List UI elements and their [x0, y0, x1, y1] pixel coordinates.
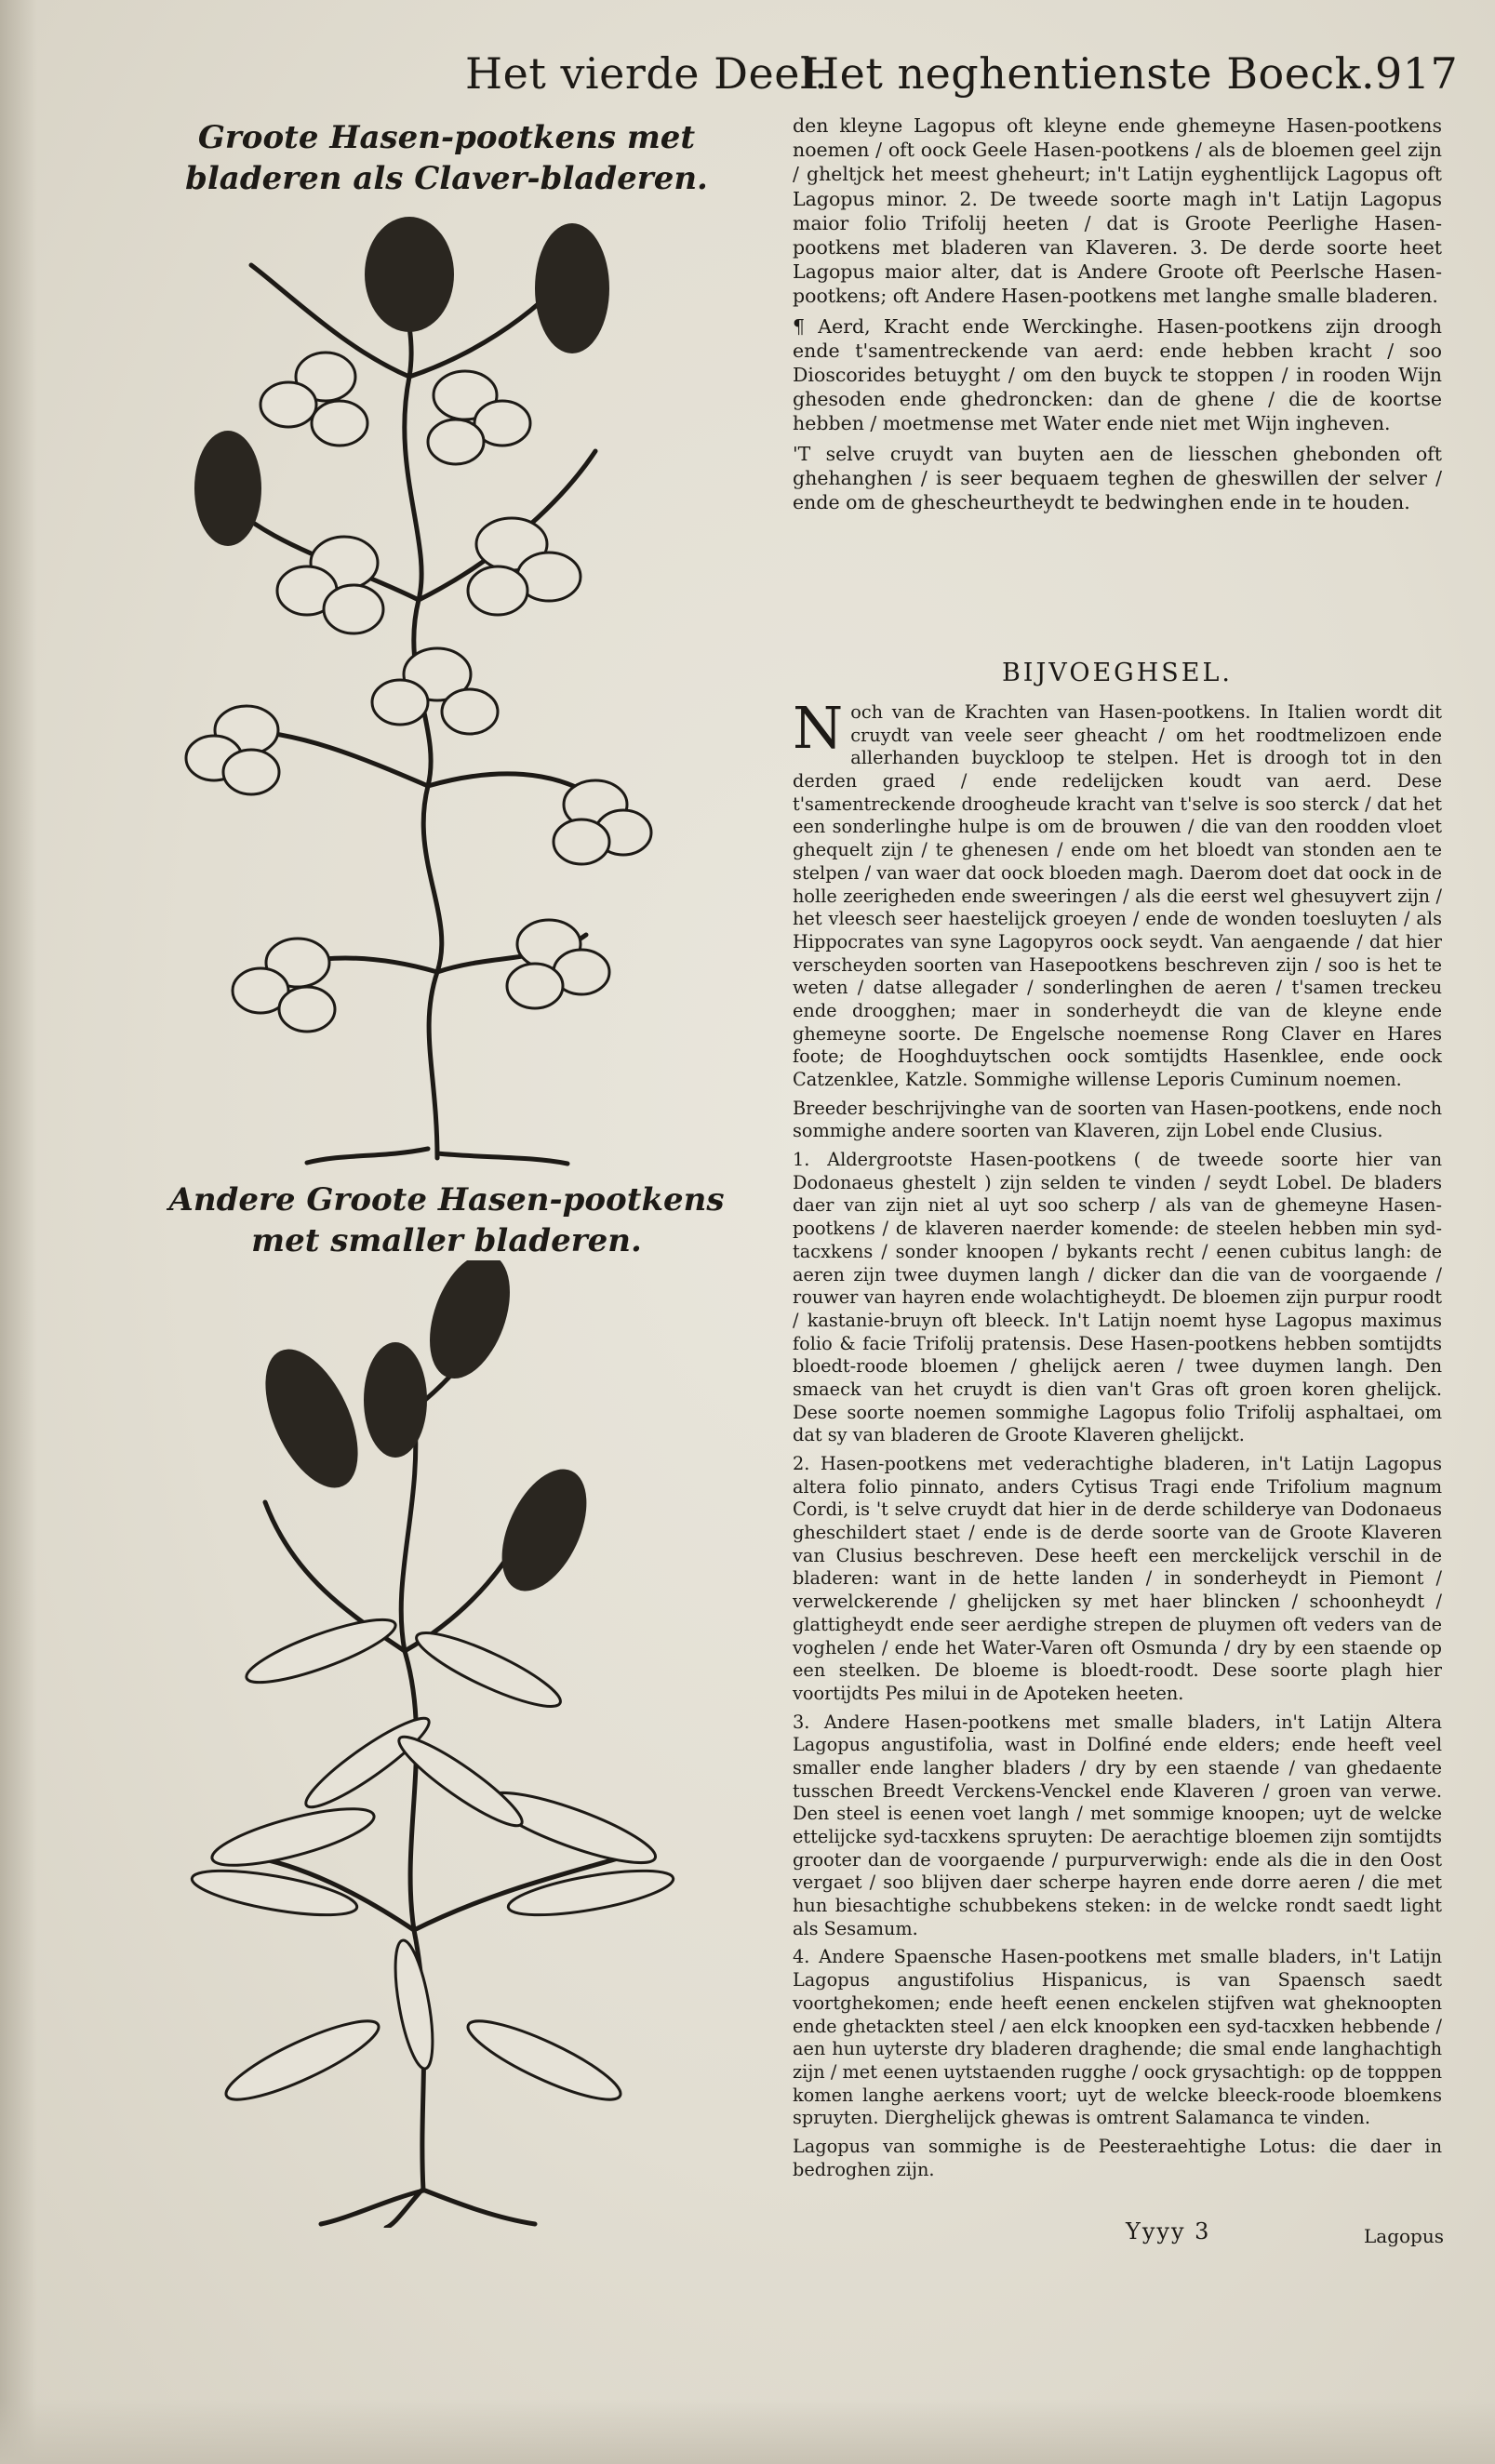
item-2: 2. Hasen-pootkens met vederachtighe bladeren, in't Latijn Lagopus altera folio pinnato, anders Cytisus Tragi ende Trifolium magnum Cordi, is 't selve cruydt dat hier in de derde schilderye van Dodonaeus gheschildert staet / ende is de derde soorte van de Groote Klaveren van Clusius beschreven. Dese heeft een merckelijck verschil in de bladeren: want in de hette landen / in sonderheydt in Piemont / verwelckerende / ghelijcken sy met haer blincken / schoonheydt / glattigheydt ende seer aerdighe strepen de pluymen oft veders van de voghelen / ende het Water-Varen oft Osmunda / dry by een staende op een steelken. De bloeme is bloedt-roodt. Dese soorte plagh hier voortijdts Pes milui in de Apoteken heeten.	[793, 1453, 1442, 1704]
closing-paragraph: Lagopus van sommighe is de Peesteraehtighe Lotus: die daer in bedroghen zijn.	[793, 2135, 1442, 2180]
running-header-part: Het vierde Deel.	[465, 48, 829, 99]
text-column-upper	[793, 113, 1442, 520]
intro-paragraph: den kleyne Lagopus oft kleyne ende ghemeyne Hasen-pootkens noemen / oft oock Geele Hasen-pootkens / als de bloemen geel zijn / gheltjck het meest gheheurt; in't Latijn eyghentlijck Lagopus oft Lagopus minor. 2. De tweede soorte magh in't Latijn Lagopus maior folio Trifolij heeten / dat is Groote Peerlighe Hasen-pootkens met bladeren van Klaveren. 3. De derde soorte heet Lagopus maior alter, dat is Andere Groote oft Peerlsche Hasen-pootkens; oft Andere Hasen-pootkens met langhe smalle bladeren.	[793, 114, 1442, 308]
catchword: Lagopus	[1364, 2225, 1444, 2247]
section-heading-bijvoeghsel: BIJVOEGHSEL.	[1001, 659, 1234, 687]
signature-mark: Yyyy 3	[1126, 2218, 1211, 2244]
page-number: 917	[1375, 48, 1459, 99]
item-3: 3. Andere Hasen-pootkens met smalle bladers, in't Latijn Altera Lagopus angustifolia, wast in Dolfiné ende elders; ende heeft veel smaller ende langher bladers / dry by een staende / van ghedaente tusschen Breedt Verckens-Venckel ende Klaveren / groen van verwe. Den steel is eenen voet langh / met sommige knoopen; uyt de welcke ettelijcke syd-tacxkens spruyten: De aerachtige bloemen zijn somtijdts grooter dan de voorgaende / purpurverwigh: ende als die in den Oost vergaet / soo blijven daer scherpe hayren ende dorre aeren / die met hun biesachtighe schubbekens steken: in de welcke rondt saedt light als Sesamum.	[793, 1711, 1442, 1939]
bijvoeghsel-text: och van de Krachten van Hasen-pootkens. In Italien wordt dit cruydt van veele seer gheacht / om het roodtmelizoen ende allerhanden buyckloop te stelpen. Het is droogh tot in den derden graed / ende redelijcken koudt van aerd. Dese t'samentreckende droogheude kracht van t'selve is soo sterck / dat het een sonderlinghe hulpe is om de brouwen / die van den roodden vloet ghequelt zijn / te ghenesen / ende om het bloedt van stonden aen te stelpen / van waer dat oock bloeden magh. Daerom doet dat oock in de holle zeerigheden ende sweeringen / als die eerst wel ghesuyvert zijn / het vleesch seer haestelijck groeyen / ende de wonden toesluyten / als Hippocrates van syne Lagopyros oock seydt. Van aengaende / dat hier verscheyden soorten van Hasepootkens beschreven zijn / soo is het te weten / datse allegader / sonderlinghen de aeren / t'samen treckeu ende droogghen; maer in sonderheydt die van de kleyne ende ghemeyne soorte. De Engelsche noemense Rong Claver en Hares foote; de Hooghduytschen oock somtijdts Hasenklee, ende oock Catzenklee, Katzle. Sommighe willense Leporis Cuminum noemen.	[793, 701, 1442, 1090]
illustration-caption-top: Groote Hasen-pootkens met bladeren als Claver-bladeren.	[185, 119, 708, 197]
narrow-leaf-clover-woodcut-illustration	[181, 1260, 721, 2228]
item-4: 4. Andere Spaensche Hasen-pootkens met smalle bladers, in't Latijn Lagopus angustifolius Hispanicus, is van Spaensch saedt voortghekomen; ende heeft eenen enckelen stijfven wat gheknoopten ende ghetackten steel / aen elck knoopken een syd-tacxken hebbende / aen hun uyterste dry bladeren draghende; die smal ende langhachtigh zijn / met eenen uytstaenden rugghe / oock grysachtigh: op de topppen komen langhe aerkens voort; uyt de welcke bleeck-roode bloemkens spruyten. Dierghelijck ghewas is omtrent Salamanca te vinden.	[793, 1946, 1442, 2129]
illustration-caption-bottom: Andere Groote Hasen-pootkens met smaller bladeren.	[168, 1181, 725, 1259]
clover-woodcut-illustration	[158, 209, 735, 1167]
breeder-paragraph: Breeder beschrijvinghe van de soorten van Hasen-pootkens, ende noch sommighe andere soorten van Klaveren, zijn Lobel ende Clusius.	[793, 1097, 1442, 1142]
running-header-book: Het neghentienste Boeck.	[802, 48, 1376, 99]
kracht-paragraph-2: 'T selve cruydt van buyten aen de liesschen ghebonden oft ghehanghen / is seer bequaem teghen de gheswillen der selver / ende om de ghescheurtheydt te bedwinghen ende in te houden.	[793, 442, 1442, 514]
bijvoeghsel-paragraph	[793, 694, 1442, 1092]
page-gutter-shadow	[0, 0, 37, 2464]
item-1: 1. Aldergrootste Hasen-pootkens ( de tweede soorte hier van Dodonaeus ghestelt ) zijn selden te vinden / seydt Lobel. De bladers daer van zijn niet al uyt soo scherp / als van de ghemeyne Hasen-pootkens / de klaveren naerder komende: de steelen hebben min syd-tacxkens / sonder knoopen / bykants recht / eenen cubitus langh: de aeren zijn twee duymen langh / dicker dan die van de voorgaende / rouwer van hayren ende wolachtigheydt. De bloemen zijn purpur roodt / kastanie-bruyn oft bleeck. In't Latijn noemt hyse Lagopus maximus folio & facie Trifolij pratensis. Dese Hasen-pootkens hebben somtijdts bloedt-roode bloemen / ghelijck aeren / twee duymen langh. Den smaeck van het cruydt is dien van't Gras oft groen koren ghelijck. Dese soorte noemen sommighe Lagopus folio Trifolij asphaltaei, om dat sy van bladeren de Groote Klaveren ghelijckt.	[793, 1149, 1442, 1446]
text-column-lower	[793, 694, 1442, 2187]
drop-cap: N	[793, 694, 844, 762]
page-bottom-shadow	[0, 2399, 1495, 2464]
kracht-paragraph: ¶ Aerd, Kracht ende Werckinghe. Hasen-pootkens zijn droogh ende t'samentreckende van aerd: ende hebben kracht / soo Dioscorides betuyght / om den buyck te stoppen / in rooden Wijn ghesoden ende ghedroncken: dan de ghene / die de koortse hebben / moetmense met Water ende niet met Wijn ingheven.	[793, 314, 1442, 435]
